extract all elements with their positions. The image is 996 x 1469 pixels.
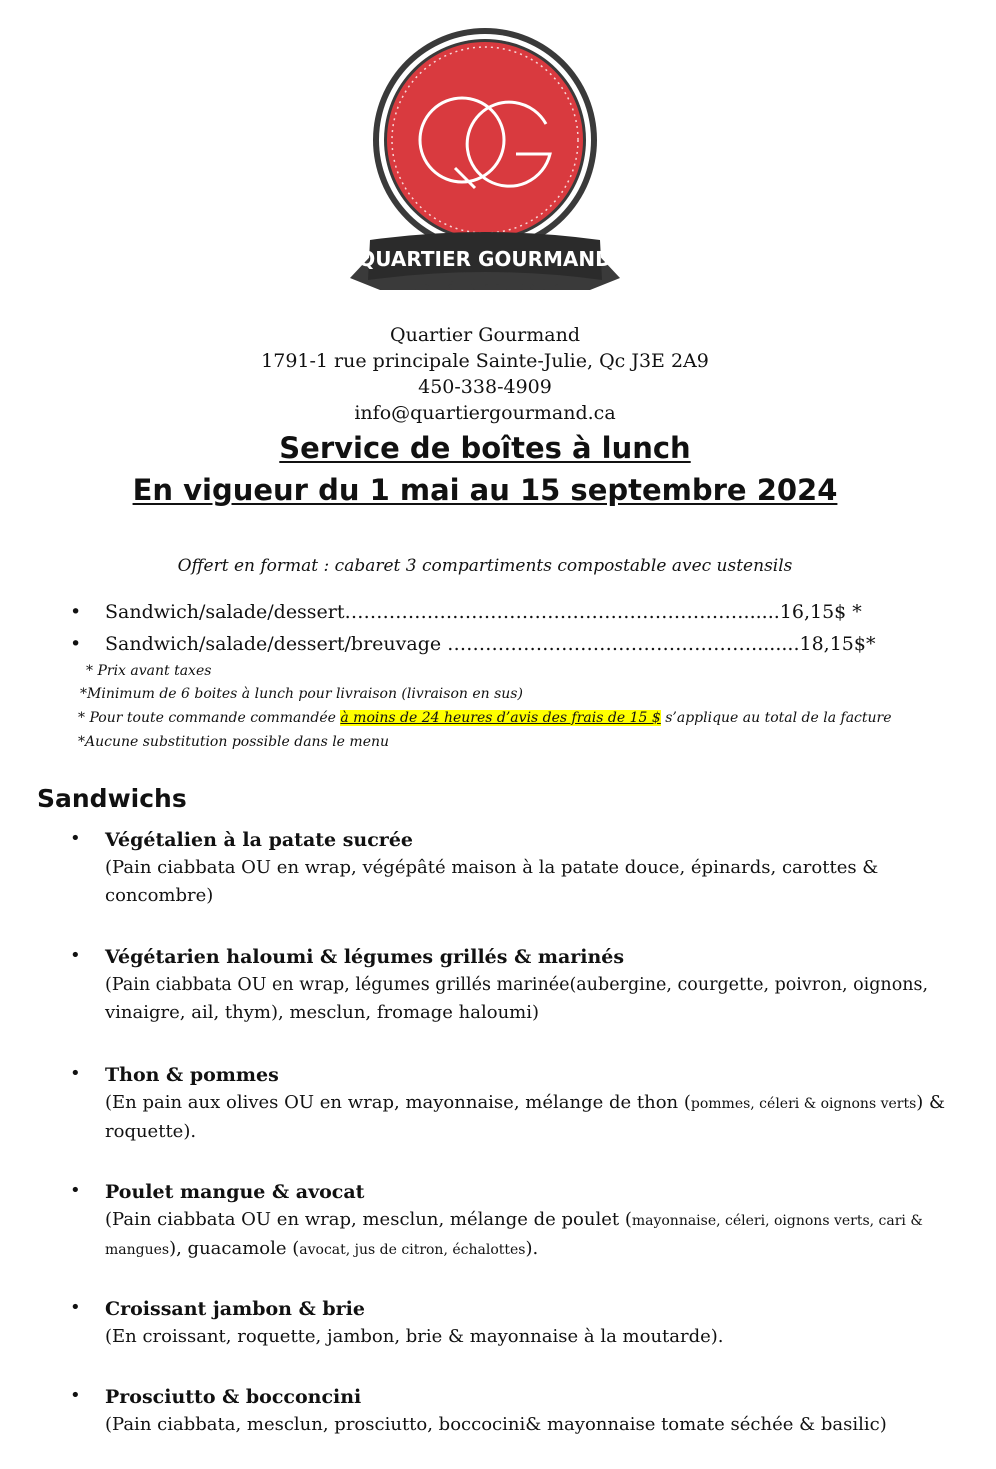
format-note: Offert en format : cabaret 3 compartiments compostable avec ustensils	[177, 556, 793, 576]
title-line-2: En vigueur du 1 mai au 15 septembre 2024	[132, 473, 838, 507]
menu-item-description	[105, 854, 950, 910]
description-text: (En pain aux olives OU en wrap, mayonnaise, mélange de thon (	[105, 1092, 691, 1113]
bullet: •	[70, 1180, 81, 1201]
title-line-1: Service de boîtes à lunch	[279, 431, 691, 465]
price-label: Sandwich/salade/dessert	[105, 601, 345, 623]
menu-item-description	[105, 1089, 950, 1146]
price-leader: ………………………………………………………......	[344, 601, 780, 623]
description-small-text: mayonnaise, céleri, oignons verts, cari &	[631, 1213, 923, 1229]
menu-item-description	[105, 1206, 950, 1264]
note-late-fee-highlight: à moins de 24 heures d’avis des frais de 15 $	[340, 710, 661, 726]
bullet: •	[70, 945, 81, 966]
bullet: •	[70, 633, 82, 655]
note-late-fee	[78, 709, 892, 727]
description-line: (Pain ciabbata OU en wrap, légumes grillés marinée(aubergine, courgette, poivron, oignons,	[105, 975, 929, 995]
menu-item-name: Poulet mangue & avocat	[105, 1181, 365, 1203]
description-text: ), guacamole (	[169, 1238, 300, 1259]
note-substitution: *Aucune substitution possible dans le menu	[78, 734, 390, 750]
menu-item-name: Prosciutto & bocconcini	[105, 1386, 362, 1408]
menu-item-description	[105, 1323, 950, 1351]
description-small-text: avocat, jus de citron, échalottes	[299, 1242, 526, 1258]
menu-item	[70, 826, 950, 910]
description-text: ).	[525, 1238, 539, 1259]
note-late-fee-text-end: s’applique au total de la facture	[660, 710, 892, 726]
menu-item	[70, 1383, 950, 1439]
note-minimum: *Minimum de 6 boites à lunch pour livraison (livraison en sus)	[80, 686, 523, 702]
description-line: roquette).	[105, 1121, 197, 1142]
logo-subtitle-text: café-traiteur	[412, 280, 564, 293]
menu-item	[70, 943, 950, 1027]
section-heading-sandwichs: Sandwichs	[37, 784, 187, 813]
price-row	[70, 599, 862, 625]
menu-item-description	[105, 1411, 950, 1439]
description-line: (Pain ciabbata, mesclun, prosciutto, boccocini& mayonnaise tomate séchée & basilic)	[105, 1414, 887, 1435]
price-row	[70, 631, 875, 657]
description-line: concombre)	[105, 885, 214, 906]
menu-item	[70, 1295, 950, 1351]
page-subtitle	[0, 471, 970, 509]
menu-item	[70, 1178, 950, 1264]
menu-item	[70, 1061, 950, 1146]
description-line: vinaigre, ail, thym), mesclun, fromage haloumi)	[105, 1002, 540, 1023]
note-late-fee-text: * Pour toute commande commandée	[78, 710, 341, 726]
page-title	[0, 429, 970, 467]
business-name: Quartier Gourmand	[390, 324, 580, 346]
contact-block	[0, 322, 970, 426]
menu-item-description	[105, 971, 950, 1027]
logo-banner-text: QUARTIER GOURMAND	[358, 247, 612, 271]
description-text: ) &	[916, 1092, 946, 1113]
price-label: Sandwich/salade/dessert/breuvage	[105, 633, 442, 655]
description-line	[105, 1235, 950, 1264]
description-line: (En croissant, roquette, jambon, brie & mayonnaise à la moutarde).	[105, 1326, 724, 1347]
menu-item-name: Végétarien haloumi & légumes grillés & marinés	[105, 946, 625, 968]
price-value: 18,15$*	[799, 633, 876, 655]
menu-item-name: Croissant jambon & brie	[105, 1298, 365, 1320]
description-line	[105, 1089, 950, 1118]
menu-item-name: Végétalien à la patate sucrée	[105, 829, 413, 851]
email: info@quartiergourmand.ca	[354, 402, 616, 424]
phone: 450-338-4909	[418, 376, 552, 398]
address: 1791-1 rue principale Sainte-Julie, Qc J3E 2A9	[261, 350, 709, 372]
bullet: •	[70, 601, 82, 623]
description-text: (Pain ciabbata OU en wrap, mesclun, mélange de poulet (	[105, 1209, 632, 1230]
description-line: (Pain ciabbata OU en wrap, végépâté maison à la patate douce, épinards, carottes &	[105, 857, 879, 878]
logo	[340, 28, 630, 313]
description-small-text: mangues	[105, 1242, 170, 1258]
quartier-gourmand-logo	[340, 28, 630, 313]
description-line	[105, 1206, 950, 1235]
note-taxes: * Prix avant taxes	[86, 663, 212, 679]
bullet: •	[70, 1063, 81, 1084]
price-leader: …………………………………………........	[441, 633, 800, 655]
bullet: •	[70, 1297, 81, 1318]
price-value: 16,15$ *	[779, 601, 862, 623]
description-small-text: pommes, céleri & oignons verts	[690, 1096, 917, 1112]
bullet: •	[70, 1385, 81, 1406]
bullet: •	[70, 828, 81, 849]
menu-item-name: Thon & pommes	[105, 1064, 279, 1086]
